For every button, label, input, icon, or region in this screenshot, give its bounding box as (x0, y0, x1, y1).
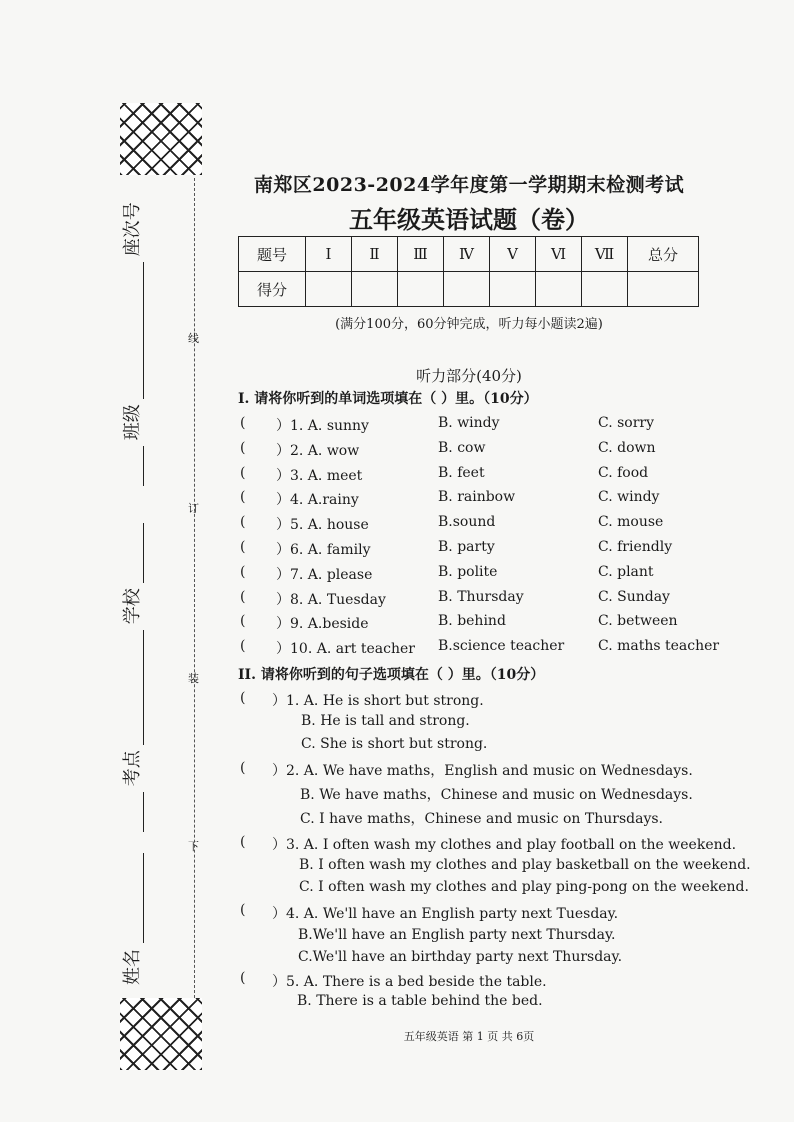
word-question-option-a: ）2. A. wow (276, 442, 360, 459)
score-cell-total[interactable] (628, 272, 699, 307)
col-7: Ⅶ (582, 237, 628, 272)
paren-q1[interactable]: ( (240, 690, 246, 706)
word-question-option-c: C. down (598, 439, 656, 456)
part2-title: II. 请将你听到的句子选项填在（ ）里。（10分） (238, 667, 545, 683)
col-5: Ⅴ (490, 237, 536, 272)
hatch-pattern-top (120, 103, 202, 175)
word-question-paren[interactable]: ( (240, 415, 246, 431)
q1-option-a: ）1. A. He is short but strong. (272, 693, 484, 709)
word-question-option-c: C. windy (598, 489, 660, 506)
cut-mark-2: 订 (188, 502, 199, 515)
word-question-option-c: C. mouse (598, 514, 664, 531)
q4-option-c: C.We'll have an birthday party next Thursday. (298, 949, 623, 965)
word-question-option-c: C. friendly (598, 539, 673, 555)
q3-option-b: B. I often wash my clothes and play basketball on the weekend. (299, 857, 751, 873)
word-question-row (240, 539, 710, 559)
row-label-score: 得分 (239, 272, 306, 307)
word-question-option-b: B. polite (438, 563, 498, 580)
word-question-option-b: B. behind (438, 613, 506, 630)
hatch-pattern-bottom (120, 998, 202, 1070)
q4-option-b: B.We'll have an English party next Thursday. (298, 927, 616, 943)
score-cell[interactable] (398, 272, 444, 307)
listening-section-title: 听力部分(40分) (416, 367, 522, 385)
word-question-option-b: B. feet (438, 464, 485, 481)
name-field: 姓名 (118, 853, 144, 985)
cut-mark-1: 线 (188, 332, 199, 345)
score-cell[interactable] (444, 272, 490, 307)
word-question-paren[interactable]: ( (240, 563, 246, 580)
word-question-paren[interactable]: ( (240, 514, 246, 531)
word-question-row (240, 638, 720, 658)
school-field: 学校 (118, 523, 144, 680)
exam-subtitle: 五年级英语试题（卷） (349, 206, 589, 234)
row-label-question: 题号 (239, 237, 306, 272)
word-question-option-a: ）5. A. house (276, 517, 369, 534)
score-cell[interactable] (536, 272, 582, 307)
exam-title: 南郑区2023-2024学年度第一学期期末检测考试 (253, 174, 685, 196)
col-3: Ⅲ (398, 237, 444, 272)
word-question-paren[interactable]: ( (240, 464, 246, 481)
col-1: Ⅰ (306, 237, 352, 272)
q5-option-a: ）5. A. There is a bed beside the table. (272, 974, 547, 990)
word-question-row (240, 589, 710, 609)
word-question-row (240, 465, 710, 485)
word-question-option-b: B. party (438, 539, 495, 555)
exam-site-field: 考点 (118, 635, 144, 832)
word-question-option-a: ）4. A.rainy (276, 492, 359, 509)
score-cell[interactable] (306, 272, 352, 307)
q2-option-b: B. We have maths，Chinese and music on Wednesdays. (300, 787, 693, 803)
word-question-row (240, 564, 710, 584)
score-cell[interactable] (582, 272, 628, 307)
word-question-paren[interactable]: ( (240, 489, 246, 506)
word-question-option-c: C. plant (598, 563, 654, 580)
word-question-option-a: ）1. A. sunny (276, 418, 369, 434)
binding-cut-line (194, 178, 195, 998)
q1-option-b: B. He is tall and strong. (301, 713, 470, 729)
paren-q2[interactable]: ( (240, 760, 246, 776)
paren-q3[interactable]: ( (240, 834, 246, 850)
word-question-option-b: B. rainbow (438, 489, 516, 506)
word-question-option-b: B. windy (438, 415, 500, 431)
word-question-option-a: ）9. A.beside (276, 616, 369, 633)
seat-number-field: 座次号 (118, 202, 144, 372)
score-table (238, 236, 699, 307)
col-6: Ⅵ (536, 237, 582, 272)
word-question-option-b: B.science teacher (438, 638, 565, 655)
word-question-option-a: ）8. A. Tuesday (276, 591, 386, 608)
exam-note: (满分100分，60分钟完成，听力每小题读2遍) (335, 317, 603, 332)
word-question-option-b: B. cow (438, 439, 486, 456)
word-question-option-b: B. Thursday (438, 588, 524, 605)
word-question-paren[interactable]: ( (240, 539, 246, 555)
q4-option-a: ）4. A. We'll have an English party next Tuesday. (272, 906, 619, 922)
score-cell[interactable] (490, 272, 536, 307)
word-question-option-c: C. food (598, 464, 649, 481)
q2-option-c: C. I have maths，Chinese and music on Thursdays. (300, 811, 663, 827)
word-question-paren[interactable]: ( (240, 439, 246, 456)
q3-option-c: C. I often wash my clothes and play ping-pong on the weekend. (299, 879, 749, 895)
word-question-paren[interactable]: ( (240, 588, 246, 605)
word-question-option-a: ）10. A. art teacher (276, 641, 415, 658)
word-question-option-c: C. between (598, 613, 678, 630)
q2-option-a: ）2. A. We have maths，English and music on Wednesdays. (272, 763, 693, 779)
word-question-paren[interactable]: ( (240, 613, 246, 630)
word-question-option-a: ）7. A. please (276, 566, 373, 583)
word-question-row (240, 514, 710, 534)
score-cell[interactable] (352, 272, 398, 307)
word-question-option-b: B.sound (438, 514, 496, 531)
q1-option-c: C. She is short but strong. (301, 736, 488, 752)
col-4: Ⅳ (444, 237, 490, 272)
paren-q5[interactable]: ( (240, 970, 246, 986)
word-question-option-c: C. Sunday (598, 588, 670, 605)
q5-option-b: B. There is a table behind the bed. (297, 993, 543, 1009)
word-question-option-a: ）3. A. meet (276, 467, 363, 484)
word-question-row (240, 489, 710, 509)
col-total: 总分 (628, 237, 699, 272)
word-question-row (240, 613, 710, 633)
part1-title: I. 请将你听到的单词选项填在（ ）里。（10分） (238, 391, 538, 407)
word-question-option-a: ）6. A. family (276, 542, 371, 558)
word-question-paren[interactable]: ( (240, 638, 246, 655)
cut-mark-4: 下 (188, 840, 199, 853)
page-footer: 五年级英语 第 1 页 共 6页 (403, 1030, 535, 1043)
word-question-option-c: C. sorry (598, 415, 655, 431)
cut-mark-3: 装 (188, 672, 199, 685)
paren-q4[interactable]: ( (240, 902, 246, 918)
q3-option-a: ）3. A. I often wash my clothes and play football on the weekend. (272, 837, 737, 853)
class-field: 班级 (118, 349, 144, 486)
word-question-row (240, 440, 710, 460)
word-question-option-c: C. maths teacher (598, 638, 720, 655)
word-question-row (240, 415, 710, 435)
col-2: Ⅱ (352, 237, 398, 272)
